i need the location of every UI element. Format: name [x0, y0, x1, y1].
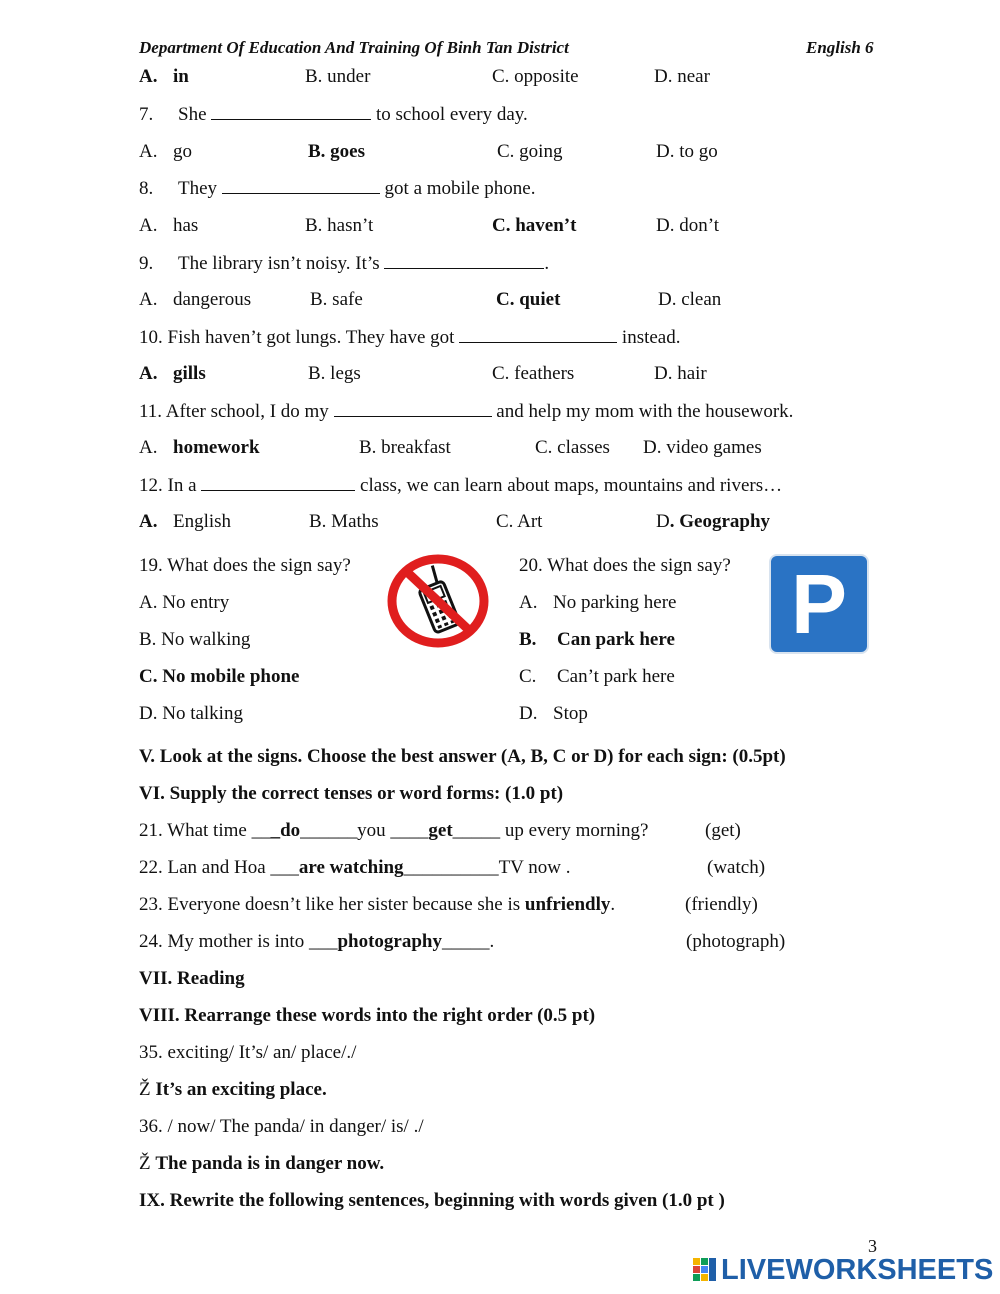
- question-7: [139, 103, 528, 126]
- option-text: Stop: [553, 703, 588, 724]
- text-part: .: [610, 894, 616, 915]
- question-text-pre: The library isn’t noisy. It’s: [178, 253, 380, 274]
- option-label: A.: [519, 592, 538, 613]
- option-text: English: [173, 511, 232, 532]
- liveworksheets-logo-icon: [692, 1257, 718, 1283]
- option-answer: . Geography: [669, 511, 771, 532]
- answer-blank[interactable]: [384, 252, 544, 269]
- question-text-post: and help my mom with the housework.: [496, 401, 794, 422]
- question-22: [139, 857, 571, 879]
- answer-word[interactable]: unfriendly: [524, 894, 611, 915]
- text-part: 21. What time __: [139, 820, 271, 841]
- question-number: 9.: [139, 253, 154, 274]
- question-text-pre: They: [178, 178, 218, 199]
- option-answer: gills: [173, 363, 206, 384]
- answer-word[interactable]: get: [428, 820, 453, 841]
- q11-option-a: [139, 437, 260, 459]
- question-text-pre: She: [178, 104, 207, 125]
- option-label: A.: [139, 511, 158, 532]
- q6-option-c: C. opposite: [492, 66, 579, 87]
- answer-blank[interactable]: [459, 326, 617, 343]
- q24-hint: (photograph): [686, 931, 786, 952]
- option-text: Can park here: [557, 629, 675, 650]
- question-9: [139, 252, 549, 275]
- answer-blank[interactable]: [201, 474, 355, 491]
- question-text-post: instead.: [621, 327, 681, 348]
- header-subject: English 6: [806, 38, 874, 57]
- option-label: A.: [139, 215, 158, 236]
- text-part: 22. Lan and Hoa ___: [139, 857, 299, 878]
- q21-hint: (get): [705, 820, 741, 841]
- section-vii-heading: VII. Reading: [139, 968, 245, 989]
- q7-option-d: D. to go: [656, 141, 718, 162]
- q23-hint: (friendly): [685, 894, 758, 915]
- option-label: A.: [139, 289, 158, 310]
- answer-word[interactable]: photography: [337, 931, 442, 952]
- question-text-post: got a mobile phone.: [384, 178, 536, 199]
- q10-option-a: [139, 363, 206, 385]
- text-part: 24. My mother is into ___: [139, 931, 338, 952]
- parking-sign-icon: [769, 554, 869, 654]
- question-8: [139, 177, 535, 200]
- answer-word[interactable]: are watching: [298, 857, 404, 878]
- q8-option-c: C. haven’t: [492, 215, 577, 236]
- question-24: [139, 931, 494, 953]
- question-21: [139, 820, 648, 842]
- parking-sign-letter: P: [790, 557, 848, 651]
- question-10: [139, 326, 681, 349]
- liveworksheets-wordmark: LIVEWORKSHEETS: [721, 1254, 994, 1286]
- option-text: has: [173, 215, 199, 236]
- q7-option-b: B. goes: [308, 141, 365, 162]
- q12-option-d: [656, 511, 770, 533]
- question-text-post: .: [544, 253, 550, 274]
- arrow-mark: Ž: [139, 1079, 151, 1100]
- q8-option-b: B. hasn’t: [305, 215, 374, 236]
- answer-word[interactable]: _do: [270, 820, 301, 841]
- section-v-heading: V. Look at the signs. Choose the best answer (A, B, C or D) for each sign: (0.5pt): [139, 746, 786, 767]
- section-viii-heading: VIII. Rearrange these words into the right order (0.5 pt): [139, 1005, 596, 1026]
- text-part: 23. Everyone doesn’t like her sister because she is: [139, 894, 521, 915]
- option-answer: homework: [173, 437, 260, 458]
- q12-option-c: C. Art: [496, 511, 543, 532]
- text-part: ______you ____: [300, 820, 429, 841]
- q12-option-a: [139, 511, 231, 533]
- q9-option-b: B. safe: [310, 289, 363, 310]
- question-text-post: class, we can learn about maps, mountains and rivers…: [360, 475, 783, 496]
- q36-words: 36. / now/ The panda/ in danger/ is/ ./: [139, 1116, 424, 1137]
- q20-option-c: [519, 666, 675, 688]
- text-part: _____ up every morning?: [452, 820, 649, 841]
- question-number: 7.: [139, 104, 154, 125]
- q8-option-d: D. don’t: [656, 215, 719, 236]
- q9-option-d: D. clean: [658, 289, 722, 310]
- q9-option-a: [139, 289, 251, 311]
- q8-option-a: [139, 215, 198, 237]
- q20-option-b: [519, 629, 675, 651]
- q6-option-a: [139, 66, 189, 88]
- q20-question: 20. What does the sign say?: [519, 555, 731, 576]
- q20-option-d: [519, 703, 588, 725]
- option-label: B.: [519, 629, 537, 650]
- answer-sentence[interactable]: It’s an exciting place.: [155, 1079, 327, 1100]
- q10-option-d: D. hair: [654, 363, 707, 384]
- q36-answer-line: [139, 1153, 384, 1175]
- q19-option-c: C. No mobile phone: [139, 666, 300, 687]
- answer-sentence[interactable]: The panda is in danger now.: [155, 1153, 385, 1174]
- q19-question: 19. What does the sign say?: [139, 555, 351, 576]
- answer-blank[interactable]: [222, 177, 380, 194]
- option-text: No parking here: [553, 592, 677, 613]
- option-label: A.: [139, 141, 158, 162]
- option-label: A.: [139, 363, 158, 384]
- q7-option-a: [139, 141, 192, 163]
- question-text-pre: 12. In a: [139, 475, 197, 496]
- q7-option-c: C. going: [497, 141, 563, 162]
- q10-option-c: C. feathers: [492, 363, 575, 384]
- page-number: 3: [868, 1236, 877, 1256]
- q10-option-b: B. legs: [308, 363, 361, 384]
- option-label: D.: [519, 703, 538, 724]
- answer-blank[interactable]: [211, 103, 371, 120]
- option-label: C.: [519, 666, 537, 687]
- option-label: A.: [139, 437, 158, 458]
- question-12: [139, 474, 782, 497]
- no-mobile-phone-sign-icon: [386, 554, 490, 648]
- text-part: __________TV now .: [403, 857, 571, 878]
- option-text: Can’t park here: [557, 666, 675, 687]
- option-letter: D: [656, 511, 670, 532]
- q11-option-c: C. classes: [535, 437, 610, 458]
- question-text-pre: 11. After school, I do my: [139, 401, 329, 422]
- q12-option-b: B. Maths: [309, 511, 379, 532]
- q6-option-b: B. under: [305, 66, 371, 87]
- header-title: Department Of Education And Training Of Binh Tan District: [139, 38, 569, 57]
- q35-words: 35. exciting/ It’s/ an/ place/./: [139, 1042, 357, 1063]
- question-11: [139, 400, 793, 423]
- option-text: dangerous: [173, 289, 252, 310]
- q6-option-d: D. near: [654, 66, 710, 87]
- option-label: A.: [139, 66, 158, 87]
- q9-option-c: C. quiet: [496, 289, 561, 310]
- question-number: 8.: [139, 178, 154, 199]
- text-part: _____.: [441, 931, 495, 952]
- q11-option-d: D. video games: [643, 437, 762, 458]
- arrow-mark: Ž: [139, 1153, 151, 1174]
- liveworksheets-logo: [692, 1255, 993, 1285]
- answer-blank[interactable]: [334, 400, 492, 417]
- option-text: go: [173, 141, 192, 162]
- q11-option-b: B. breakfast: [359, 437, 451, 458]
- q19-option-d: D. No talking: [139, 703, 243, 724]
- q19-option-a: A. No entry: [139, 592, 230, 613]
- q19-option-b: B. No walking: [139, 629, 251, 650]
- section-ix-heading: IX. Rewrite the following sentences, beginning with words given (1.0 pt ): [139, 1190, 725, 1211]
- question-23: [139, 894, 615, 916]
- q35-answer-line: [139, 1079, 327, 1101]
- section-vi-heading: VI. Supply the correct tenses or word forms: (1.0 pt): [139, 783, 564, 804]
- q20-option-a: [519, 592, 676, 614]
- q22-hint: (watch): [707, 857, 766, 878]
- question-text-post: to school every day.: [376, 104, 528, 125]
- option-answer: in: [173, 66, 189, 87]
- question-text-pre: 10. Fish haven’t got lungs. They have got: [139, 327, 455, 348]
